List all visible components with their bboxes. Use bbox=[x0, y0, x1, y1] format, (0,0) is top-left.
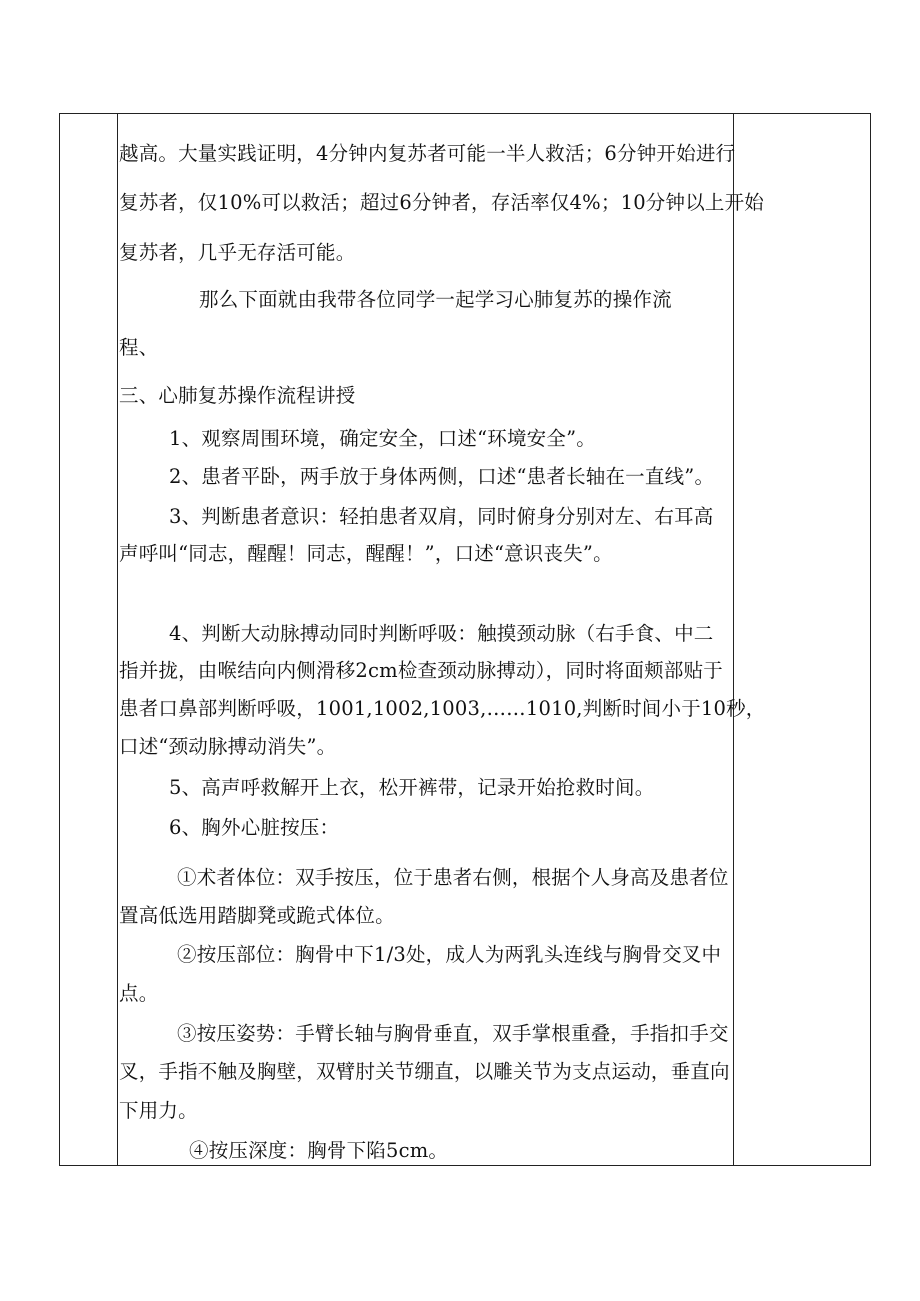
text-line: 那么下面就由我带各位同学一起学习心肺复苏的操作流 bbox=[199, 288, 672, 311]
text-line: 复苏者，几乎无存活可能。 bbox=[119, 241, 356, 264]
table-left-cell bbox=[60, 114, 116, 1164]
text-line: 程、 bbox=[119, 336, 159, 359]
text-line: 声呼叫“同志，醒醒！同志，醒醒！”，口述“意识丧失”。 bbox=[119, 542, 613, 565]
text-line: 口述“颈动脉搏动消失”。 bbox=[119, 735, 337, 758]
text-line: 下用力。 bbox=[119, 1099, 198, 1122]
text-line: ②按压部位：胸骨中下1/3处，成人为两乳头连线与胸骨交叉中 bbox=[177, 943, 722, 966]
text-line: ①术者体位：双手按压，位于患者右侧，根据个人身高及患者位 bbox=[177, 866, 729, 889]
text-line: 指并拢，由喉结向内侧滑移2cm检查颈动脉搏动），同时将面颊部贴于 bbox=[119, 659, 723, 682]
text-line: 叉，手指不触及胸壁，双臂肘关节绷直，以雕关节为支点运动，垂直向 bbox=[119, 1060, 730, 1083]
text-line: ④按压深度：胸骨下陷5cm。 bbox=[189, 1139, 449, 1162]
text-line: 越高。大量实践证明，4分钟内复苏者可能一半人救活；6分钟开始进行 bbox=[119, 142, 736, 165]
section-heading: 三、心肺复苏操作流程讲授 bbox=[119, 384, 356, 407]
table-column-divider-left bbox=[117, 113, 118, 1166]
text-line: ③按压姿势：手臂长轴与胸骨垂直，双手掌根重叠，手指扣手交 bbox=[177, 1022, 729, 1045]
text-line: 点。 bbox=[119, 982, 159, 1005]
text-line: 复苏者，仅10%可以救活；超过6分钟者，存活率仅4%；10分钟以上开始 bbox=[119, 191, 764, 214]
text-line: 置高低选用踏脚凳或跪式体位。 bbox=[119, 904, 395, 927]
text-line: 1、观察周围环境，确定安全，口述“环境安全”。 bbox=[169, 427, 596, 450]
text-line: 患者口鼻部判断呼吸，1001,1002,1003,……1010,判断时间小于10秒， bbox=[119, 697, 766, 720]
text-line: 4、判断大动脉搏动同时判断呼吸：触摸颈动脉（右手食、中二 bbox=[169, 622, 714, 645]
text-line: 3、判断患者意识：轻拍患者双肩，同时俯身分别对左、右耳高 bbox=[169, 505, 714, 528]
text-line: 2、患者平卧，两手放于身体两侧，口述“患者长轴在一直线”。 bbox=[169, 465, 715, 488]
table-column-divider-right bbox=[733, 113, 734, 1166]
text-line: 5、高声呼救解开上衣，松开裤带，记录开始抢救时间。 bbox=[169, 776, 655, 799]
table-right-cell bbox=[735, 114, 869, 1164]
text-line: 6、胸外心脏按压： bbox=[169, 816, 340, 839]
